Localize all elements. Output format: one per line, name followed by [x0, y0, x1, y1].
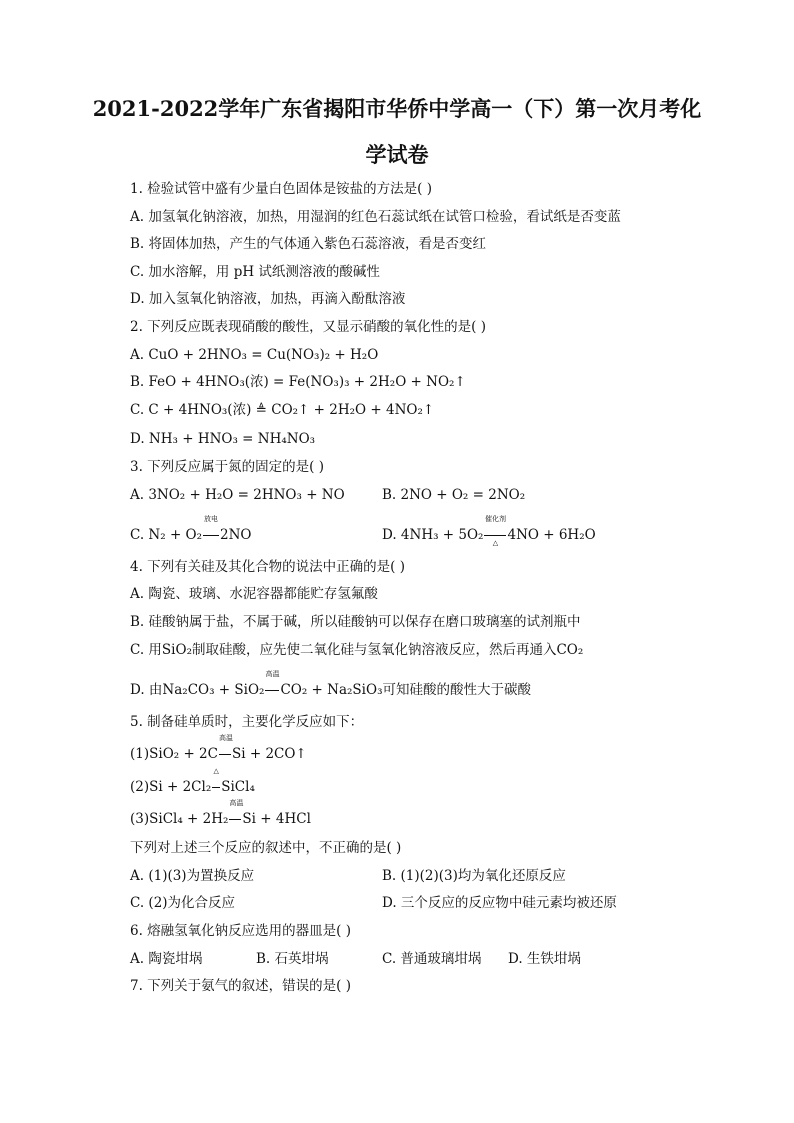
condition-label: 高温: [229, 799, 244, 807]
question-3-option-c-rhs: 2NO: [220, 527, 252, 543]
question-3-option-c: [130, 515, 252, 544]
exam-title-line2: 学试卷: [365, 142, 429, 167]
question-6-option-d: D. 生铁坩埚: [508, 951, 581, 967]
reaction-3-rhs: Si + 4HCl: [242, 811, 311, 827]
reaction-2-rhs: SiCl₄: [221, 779, 255, 795]
question-1-stem: 1. 检验试管中盛有少量白色固体是铵盐的方法是( ): [130, 181, 432, 197]
question-5-option-c: C. (2)为化合反应: [130, 895, 236, 911]
reaction-1-rhs: Si + 2CO↑: [231, 746, 307, 762]
condition-arrow: [218, 734, 233, 763]
condition-arrow: [265, 670, 280, 699]
question-5-option-a: A. (1)(3)为置换反应: [130, 868, 255, 884]
question-2-option-d: D. NH₃ + HNO₃ = NH₄NO₃: [130, 431, 316, 447]
question-5-option-d: D. 三个反应的反应物中硅元素均被还原: [382, 895, 617, 911]
condition-label: △: [213, 767, 219, 775]
reaction-1-lhs: (1)SiO₂ + 2C: [130, 746, 218, 762]
question-6-option-a: A. 陶瓷坩埚: [130, 951, 203, 967]
question-2-stem: 2. 下列反应既表现硝酸的酸性，又显示硝酸的氧化性的是( ): [130, 319, 486, 335]
question-6-stem: 6. 熔融氢氧化钠反应选用的器皿是( ): [130, 923, 351, 939]
condition-label: 高温: [265, 670, 280, 678]
question-1-option-d: D. 加入氢氧化钠溶液，加热，再滴入酚酞溶液: [130, 291, 406, 307]
question-3-stem: 3. 下列反应属于氮的固定的是( ): [130, 459, 324, 475]
question-3-option-d: [382, 515, 596, 547]
question-6-option-c: C. 普通玻璃坩埚: [382, 951, 482, 967]
question-5-option-b: B. (1)(2)(3)均为氧化还原反应: [382, 868, 566, 884]
condition-label: △: [492, 539, 499, 547]
reaction-3: [130, 799, 311, 828]
question-4-option-c: C. 用SiO₂制取硅酸，应先使二氧化硅与氢氧化钠溶液反应，然后再通入CO₂: [130, 642, 584, 658]
question-3-option-a: A. 3NO₂ + H₂O = 2HNO₃ + NO: [130, 487, 345, 503]
condition-label: 催化剂: [484, 515, 506, 523]
question-4-option-d-rhs: CO₂ + Na₂SiO₃可知硅酸的酸性大于碳酸: [280, 682, 531, 698]
question-2-option-a: A. CuO + 2HNO₃ = Cu(NO₃)₂ + H₂O: [130, 347, 379, 363]
question-1-option-b: B. 将固体加热，产生的气体通入紫色石蕊溶液，看是否变红: [130, 236, 487, 252]
question-6-option-b: B. 石英坩埚: [256, 951, 329, 967]
condition-label: 放电: [204, 515, 219, 523]
question-1-option-c: C. 加水溶解，用 pH 试纸测溶液的酸碱性: [130, 264, 380, 280]
question-2-option-c: C. C + 4HNO₃(浓) ≜ CO₂↑ + 2H₂O + 4NO₂↑: [130, 402, 435, 418]
exam-title-line1: 2021-2022学年广东省揭阳市华侨中学高一（下）第一次月考化: [92, 96, 702, 121]
question-5-sub-stem: 下列对上述三个反应的叙述中，不正确的是( ): [130, 840, 402, 856]
question-5-stem: 5. 制备硅单质时，主要化学反应如下：: [130, 714, 364, 730]
question-4-option-d-lhs: D. 由Na₂CO₃ + SiO₂: [130, 682, 265, 698]
question-3-option-b: B. 2NO + O₂ = 2NO₂: [382, 487, 526, 503]
question-3-option-d-lhs: D. 4NH₃ + 5O₂: [382, 527, 484, 543]
condition-arrow: [229, 799, 244, 828]
question-3-option-d-rhs: 4NO + 6H₂O: [507, 527, 596, 543]
reaction-2: [130, 767, 255, 796]
question-4-option-b: B. 硅酸钠属于盐，不属于碱，所以硅酸钠可以保存在磨口玻璃塞的试剂瓶中: [130, 614, 581, 630]
condition-arrow: [212, 767, 220, 796]
question-4-option-a: A. 陶瓷、玻璃、水泥容器都能贮存氢氟酸: [130, 586, 378, 602]
question-3-option-c-lhs: C. N₂ + O₂: [130, 527, 203, 543]
question-1-option-a: A. 加氢氧化钠溶液，加热，用湿润的红色石蕊试纸在试管口检验，看试纸是否变蓝: [130, 209, 621, 225]
question-7-stem: 7. 下列关于氨气的叙述，错误的是( ): [130, 978, 351, 994]
condition-label: 高温: [218, 734, 233, 742]
question-4-option-d: [130, 670, 531, 699]
question-4-stem: 4. 下列有关硅及其化合物的说法中正确的是( ): [130, 559, 405, 575]
condition-arrow: [484, 515, 506, 547]
reaction-3-lhs: (3)SiCl₄ + 2H₂: [130, 811, 229, 827]
reaction-2-lhs: (2)Si + 2Cl₂: [130, 779, 212, 795]
condition-arrow: [203, 515, 219, 544]
question-2-option-b: B. FeO + 4HNO₃(浓) = Fe(NO₃)₃ + 2H₂O + NO₂↑: [130, 374, 466, 390]
reaction-1: [130, 734, 307, 763]
